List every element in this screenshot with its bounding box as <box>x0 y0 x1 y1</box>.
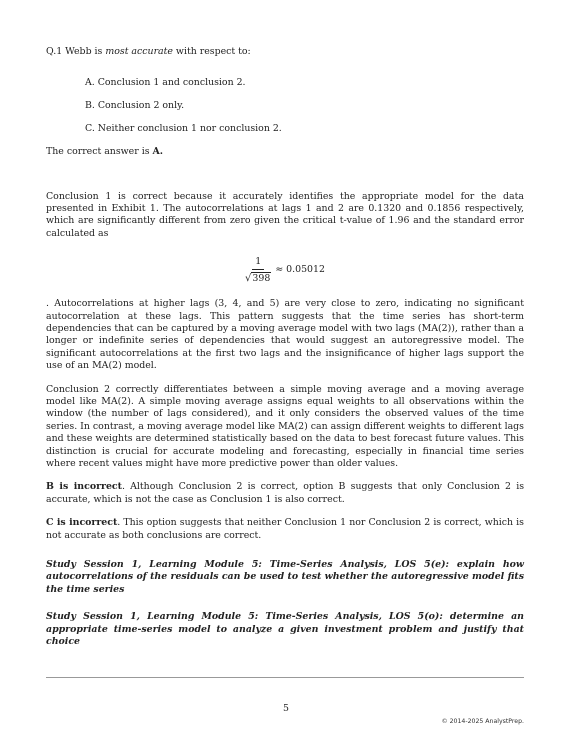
option-a: A. Conclusion 1 and conclusion 2. <box>85 77 246 89</box>
answer-letter: A. <box>152 146 164 158</box>
option-b-explanation <box>46 481 524 506</box>
square-root-sign: √ <box>245 273 252 285</box>
formula-result: ≈ 0.05012 <box>275 263 325 275</box>
formula-radicand: 398 <box>252 273 271 285</box>
reference-los-5o: Study Session 1, Learning Module 5: Time-Series Analysis, LOS 5(o): determine an appropriate time-series model to analyze a given investment problem and justify that choice <box>46 611 524 648</box>
question-stem <box>46 46 524 58</box>
formula-numerator: 1 <box>252 256 264 270</box>
page-number: 5 <box>283 703 289 714</box>
option-b-label: B is incorrect <box>46 481 122 493</box>
copyright-notice: © 2014-2025 AnalystPrep. <box>441 718 524 725</box>
option-c-explanation <box>46 517 524 542</box>
question-suffix: with respect to: <box>172 46 251 57</box>
correct-answer <box>46 146 524 158</box>
formula-denominator <box>245 270 271 284</box>
option-b: B. Conclusion 2 only. <box>85 100 185 112</box>
option-c-label: C is incorrect <box>46 517 118 529</box>
explanation-paragraph-2: . Autocorrelations at higher lags (3, 4, and 5) are very close to zero, indicating no significant autocorrelation at these lags. This pattern suggests that the time series has short-term dependencies that can be captured by a moving average model with two lags (MA(2)), rather than a longer or indefinite series of dependencies that would suggest an autoregressive model. The significant autocorrelations at the first two lags and the insignificance of higher lags support the use of an MA(2) model. <box>46 298 524 372</box>
explanation-paragraph-1: Conclusion 1 is correct because it accurately identifies the appropriate model for the data presented in Exhibit 1. The autocorrelations at lags 1 and 2 are 0.1320 and 0.1856 respectively, which are significantly different from zero given the critical t-value of 1.96 and the standard error calculated as <box>46 190 524 239</box>
reference-los-5e: Study Session 1, Learning Module 5: Time-Series Analysis, LOS 5(e): explain how autocorrelations of the residuals can be used to test whether the autoregressive model fits the time series <box>46 559 524 595</box>
explanation-paragraph-3: Conclusion 2 correctly differentiates between a simple moving average and a moving average model like MA(2). A simple moving average assigns equal weights to all observations within the window (the number of lags considered), and it only considers the observed values of the time series. In contrast, a moving average model like MA(2) can assign different weights to different lags and these weights are determined statistically based on the data to best forecast future values. This distinction is crucial for accurate modeling and forecasting, especially in financial time series where recent values might have more predictive power than older values. <box>46 383 524 470</box>
formula-fraction <box>245 256 271 284</box>
option-c: C. Neither conclusion 1 nor conclusion 2. <box>85 123 282 135</box>
option-c-text: . This option suggests that neither Conclusion 1 nor Conclusion 2 is correct, which is not accurate as both conclusions are correct. <box>46 517 524 541</box>
footer-divider <box>46 677 524 678</box>
question-emphasis: most accurate <box>105 46 173 57</box>
question-prefix: Q.1 Webb is <box>46 46 106 57</box>
option-b-text: . Although Conclusion 2 is correct, option B suggests that only Conclusion 2 is accurate, which is not the case as Conclusion 1 is also correct. <box>46 481 524 505</box>
document-body <box>46 46 524 649</box>
answer-prefix: The correct answer is <box>46 146 153 158</box>
standard-error-formula <box>46 253 524 287</box>
